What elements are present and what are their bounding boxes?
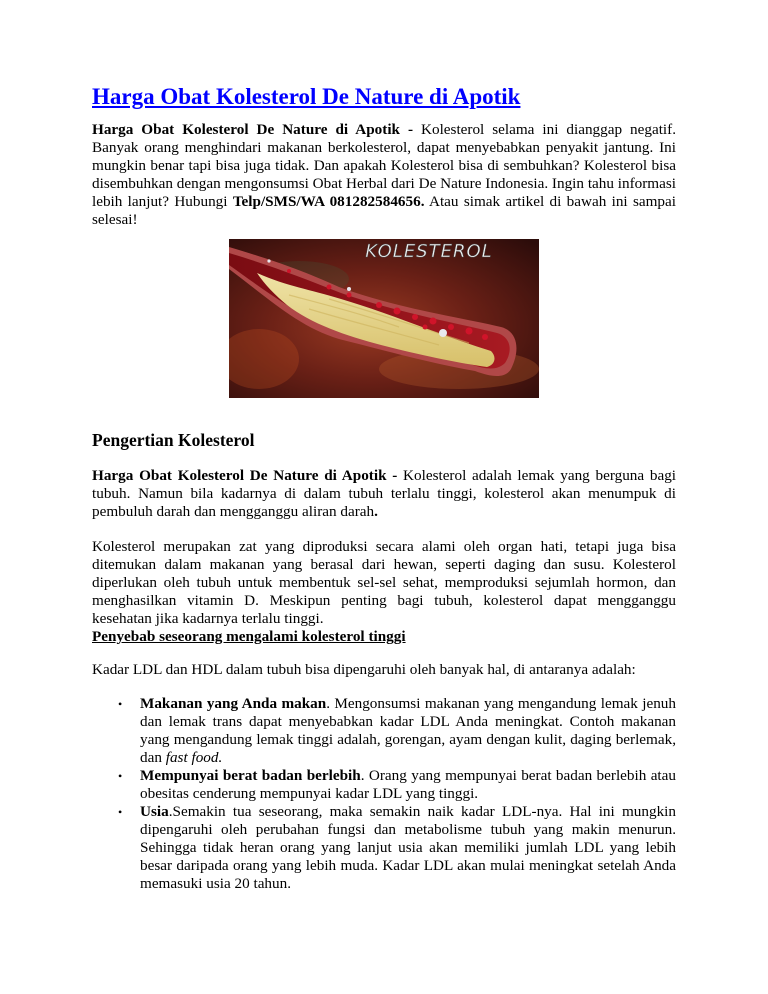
bullet-icon: •	[118, 769, 123, 783]
list-item	[118, 695, 676, 767]
section-heading-penyebab: Penyebab seseorang mengalami kolesterol tinggi	[92, 628, 406, 645]
item-text: . Mengonsumsi makanan yang mengandung lemak jenuh dan lemak trans dapat menyebabkan kadar LDL Anda meningkat. Contoh makanan yang mengandung lemak tinggi adalah, gorengan, ayam dengan kulit, daging berlemak, dan	[140, 695, 676, 766]
pengertian-paragraph-1	[92, 467, 676, 521]
pengertian-end: .	[374, 503, 378, 520]
item-title: Usia	[140, 803, 169, 820]
item-title: Mempunyai berat badan berlebih	[140, 767, 361, 784]
intro-text-a: Kolesterol selama ini dianggap negatif. Banyak orang menghindari makanan berkolesterol, dapat menyebabkan penyakit jantung. Ini mungkin benar tapi bisa juga tidak. Dan apakah Kolesterol bisa di sembuhkan? Kolesterol bisa disembuhkan dengan mengonsumsi Obat Herbal dari De Nature Indonesia. Ingin tahu informasi lebih lanjut? Hubungi	[92, 121, 676, 210]
cholesterol-illustration	[229, 239, 539, 398]
pengertian-paragraph-2: Kolesterol merupakan zat yang diproduksi secara alami oleh organ hati, tetapi juga bisa ditemukan dalam makanan yang berasal dari hewan, seperti daging dan susu. Kolesterol diperlukan oleh tubuh untuk membentuk sel-sel sehat, memproduksi sejumlah hormon, dan menghasilkan vitamin D. Meskipun penting bagi tubuh, kolesterol dapat mengganggu kesehatan jika kadarnya terlalu tinggi.	[92, 538, 676, 627]
document-title-link[interactable]: Harga Obat Kolesterol De Nature di Apotik	[92, 84, 521, 109]
causes-list	[92, 695, 676, 893]
list-item	[118, 803, 676, 893]
intro-paragraph	[92, 121, 676, 229]
bullet-icon: •	[118, 697, 123, 711]
list-item	[118, 767, 676, 803]
image-caption-text: KOLESTEROL	[365, 241, 493, 262]
pengertian-lead-bold: Harga Obat Kolesterol De Nature di Apotik -	[92, 467, 398, 484]
intro-lead-bold: Harga Obat Kolesterol De Nature di Apotik -	[92, 121, 414, 138]
item-title: Makanan yang Anda makan	[140, 695, 327, 712]
section-heading-pengertian: Pengertian Kolesterol	[92, 430, 255, 450]
item-text: . Orang yang mempunyai berat badan berlebih atau obesitas cenderung mempunyai kadar LDL yang tinggi.	[140, 767, 676, 802]
artery-plaque-image	[229, 239, 539, 398]
bullet-icon: •	[118, 805, 123, 819]
contact-number: Telp/SMS/WA 081282584656.	[232, 193, 425, 210]
penyebab-intro: Kadar LDL dan HDL dalam tubuh bisa dipengaruhi oleh banyak hal, di antaranya adalah:	[92, 661, 636, 678]
item-italic: fast food.	[165, 749, 223, 766]
item-text: .Semakin tua seseorang, maka semakin naik kadar LDL-nya. Hal ini mungkin dipengaruhi oleh perubahan fungsi dan metabolisme tubuh yang makin menurun. Sehingga tidak heran orang yang lanjut usia akan memiliki jumlah LDL yang lebih besar daripada orang yang lebih muda. Kadar LDL akan mulai meningkat setelah Anda memasuki usia 20 tahun.	[140, 803, 676, 892]
intro-text-b: Atau simak artikel di bawah ini sampai selesai!	[92, 193, 676, 228]
pengertian-text: Kolesterol adalah lemak yang berguna bagi tubuh. Namun bila kadarnya di dalam tubuh terlalu tinggi, kolesterol akan menumpuk di pembuluh darah dan mengganggu aliran darah	[92, 467, 677, 520]
